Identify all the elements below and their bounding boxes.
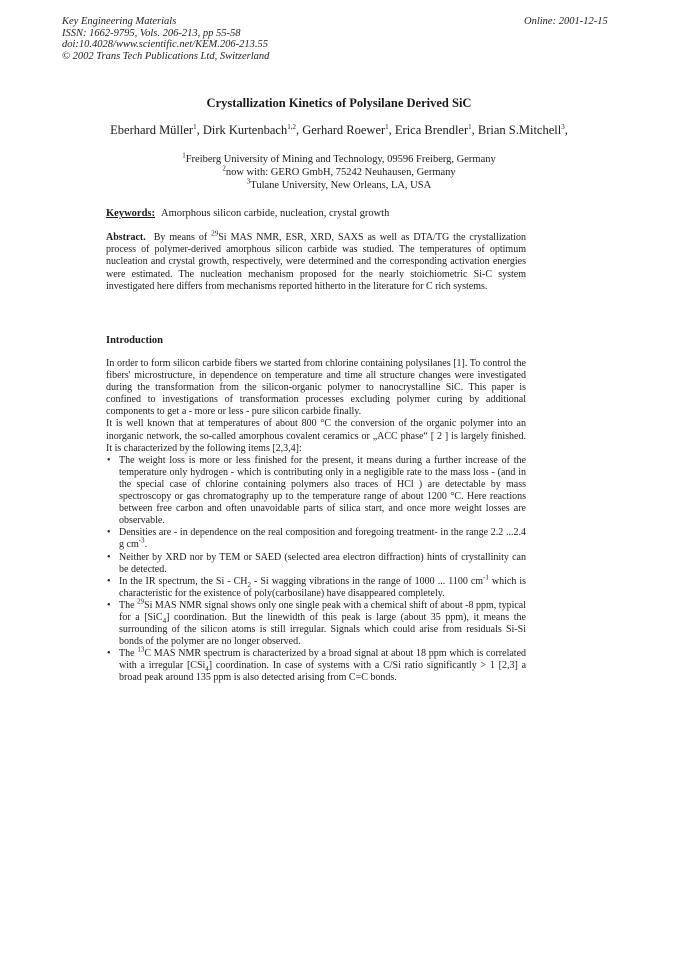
isotope-superscript: 13 [137, 645, 145, 654]
list-item-text: C MAS NMR spectrum is characterized by a broad signal at about 18 ppm which is correlated with a irregular [CSi [119, 648, 527, 672]
affiliation-line [100, 166, 578, 179]
list-item [106, 645, 527, 684]
list-item-text: ] coordination. But the linewidth of this peak is large (about 35 ppm), it means the surrounding of the silicon atoms is still irregular. Signals which could arise from residuals Si-Si bonds of the polymer are no longer observed. [119, 611, 526, 648]
author-list-tail: , [564, 123, 568, 137]
isotope-superscript: 29 [137, 597, 145, 606]
paragraph: It is well known that at temperatures of about 800 °C the conversion of the organic polymer into an inorganic network, the so-called amorphous covalent ceramics or „ACC phase“ [ 2 ] is largely finished. It is characterized by the following items [2,3,4]: [106, 418, 526, 454]
abstract-text: By means of [153, 232, 208, 243]
paragraph: In order to form silicon carbide fibers we started from chlorine containing polysilanes [1]. To control the fibers' microstructure, in dependence on temperature and time all structure changes were investigated during the transformation from the silicon-organic polymer to nanocrystalline SiC. This paper is confined to investigations of transformation processes excluding polymer curing by additional components to get a - more or less - pure silicon carbide finally. [106, 358, 526, 418]
author-affil-mark: 1 [468, 122, 472, 131]
list-item-text: which is characteristic for the existence of poly(carbosilane) have disappeared completely. [119, 575, 527, 599]
journal-name: Key Engineering Materials [62, 16, 177, 27]
issn-line: ISSN: 1662-9795, Vols. 206-213, pp 55-58 [62, 27, 241, 39]
author-name: , Gerhard Roewer [295, 123, 386, 137]
list-item-text: - Si wagging vibrations in the range of 1000 ... 1100 cm [251, 575, 484, 587]
list-item [106, 527, 526, 551]
doi-line: doi:10.4028/www.scientific.net/KEM.206-213.55 [62, 39, 268, 50]
list-item [106, 552, 526, 576]
abstract [106, 229, 527, 293]
subscript: 4 [205, 665, 209, 674]
section-heading: Introduction [106, 335, 163, 346]
unit-superscript: -1 [483, 573, 489, 582]
list-item-text: Densities are - in dependence on the real composition and foregoing treatment- in the range 2.2 ...2.4 g cm [119, 527, 526, 551]
list-item-text: Si MAS NMR signal shows only one single peak with a chemical shift of about -8 ppm, typical for a [SiC [119, 599, 527, 623]
affiliation-text: Tulane University, New Orleans, LA, USA [250, 180, 432, 191]
affiliation-mark: 2 [222, 164, 226, 173]
affiliation-line [100, 153, 578, 166]
property-list [106, 455, 526, 685]
keywords-label: Keywords: [106, 208, 155, 219]
list-item [106, 573, 527, 600]
unit-superscript: -3 [138, 537, 145, 546]
author-affil-mark: 1 [385, 122, 389, 131]
author-name: Eberhard Müller [110, 123, 194, 137]
abstract-text: Si MAS NMR, ESR, XRD, SAXS as well as DTA/TG the crystallization process of polymer-derived amorphous silicon carbide was studied. The temperatures of optimum nucleation and crystal growth, respectively, were determined and the corresponding activation energies were estimated. The nucleation mechanism proposed for the nearly stoichiometric Si-C system investigated here differs from mechanisms reported hitherto in the literature for C rich systems. [106, 232, 527, 292]
affiliations [100, 153, 578, 192]
keywords [106, 208, 389, 219]
list-item-text: In the IR spectrum, the Si - CH [119, 575, 248, 587]
affiliation-mark: 3 [246, 177, 251, 186]
paper-title: Crystallization Kinetics of Polysilane Derived SiC [206, 96, 472, 110]
list-item [106, 455, 526, 528]
author-affil-mark: 1 [193, 122, 197, 131]
author-list [100, 123, 578, 139]
affiliation-text: Freiberg University of Mining and Technology, 09596 Freiberg, Germany [185, 154, 496, 165]
subscript: 4 [162, 616, 167, 625]
list-item [106, 597, 527, 648]
copyright-line: © 2002 Trans Tech Publications Ltd, Switzerland [62, 50, 270, 62]
list-item-text: . [144, 539, 148, 551]
affiliation-mark: 1 [182, 151, 186, 160]
list-item-text: The [119, 599, 138, 611]
affiliation-text: now with: GERO GmbH, 75242 Neuhausen, Germany [225, 167, 456, 178]
subscript: 2 [247, 580, 252, 589]
author-name: , Dirk Kurtenbach [196, 123, 288, 137]
abstract-label: Abstract. [106, 232, 146, 243]
list-item-text: ] coordination. In case of systems with a C/Si ratio significantly > 1 [2,3] a broad peak around 135 ppm is also detected arising from C=C bonds. [119, 660, 527, 684]
introduction-body [106, 358, 526, 685]
online-date: Online: 2001-12-15 [524, 16, 608, 27]
author-affil-mark: 3 [561, 122, 565, 131]
journal-header [62, 16, 269, 62]
list-item-text: The weight loss is more or less finished for the present, it means during a further increase of the temperature only hydrogen - which is contributing only in a negligible rate to the mass loss - (and in the special case of chlorine containing polymers also traces of HCl ) are detectable by mass spectroscopy or gas chromatography up to the temperature range of about 1200 °C. Here reactions between free carbon and often unavoidable parts of silica start, and once more weight losses are observable. [119, 454, 526, 527]
list-item-text: Neither by XRD nor by TEM or SAED (selected area electron diffraction) hints of crystallinity can be detected. [119, 551, 526, 575]
isotope-superscript: 29 [211, 229, 219, 238]
author-affil-mark: 1,2 [287, 122, 296, 131]
affiliation-line [100, 179, 578, 192]
author-name: , Brian S.Mitchell [471, 123, 562, 137]
keywords-text: Amorphous silicon carbide, nucleation, crystal growth [161, 208, 390, 219]
list-item-text: The [119, 648, 138, 660]
author-name: , Erica Brendler [388, 123, 469, 137]
